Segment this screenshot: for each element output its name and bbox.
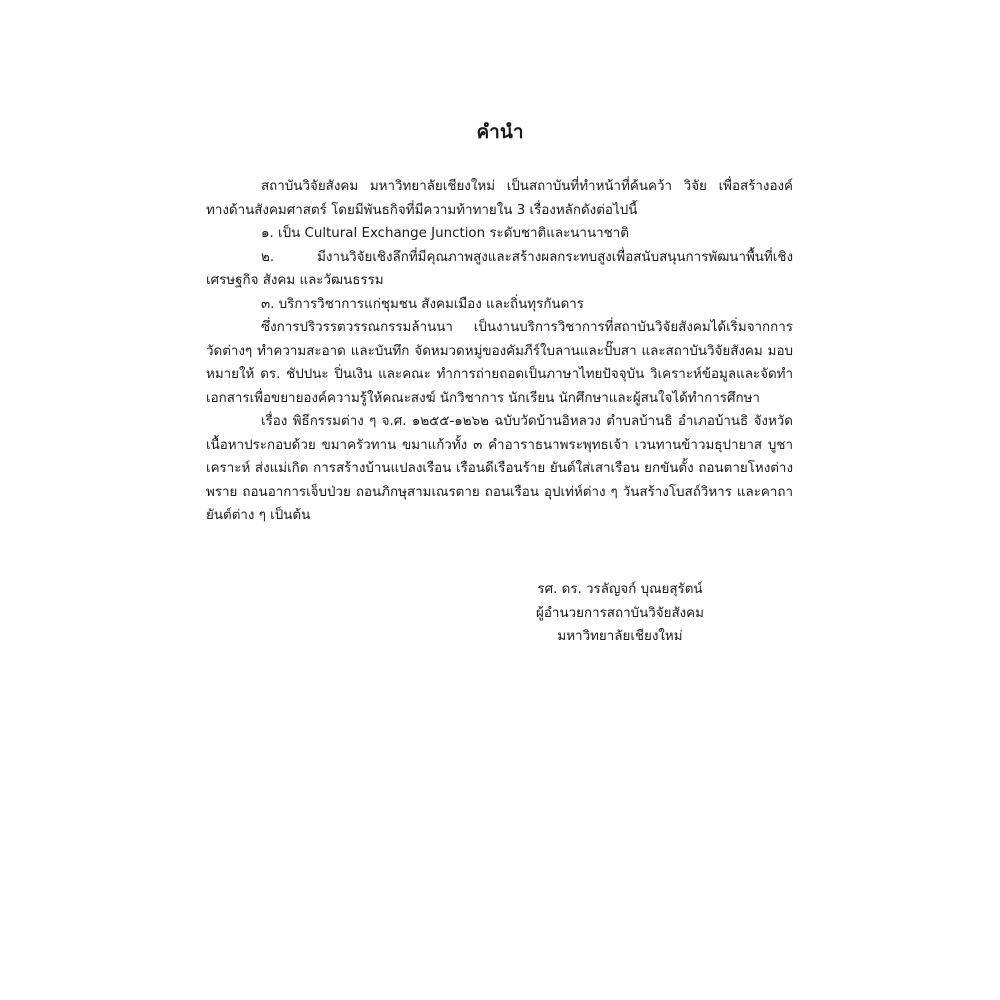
signature-block: [510, 578, 730, 649]
paragraph-2-line-1: ซึ่งการปริวรรตวรรณกรรมล้านนา เป็นงานบริการวิชาการที่สถาบันวิจัยสังคมได้เริ่มจากการ: [261, 320, 793, 335]
signatory-position: ผู้อำนวยการสถาบันวิจัยสังคม: [536, 605, 704, 621]
paragraph-3-line-3: เคราะห์ ส่งแม่เกิด การสร้างบ้านแปลงเรือน เรือนดีเรือนร้าย ยันต์ใส่เสาเรือน ยกขันตั้ง ถอนตายโหงต่าง: [206, 461, 793, 476]
page-title: คำนำ: [476, 121, 524, 143]
paragraph-3-line-5: ยันต์ต่าง ๆ เป็นต้น: [206, 508, 311, 523]
paragraph-3-line-2: เนื้อหาประกอบด้วย ขมาครัวทาน ขมาแก้วทั้ง ๓ คำอาราธนาพระพุทธเจ้า เวนทานข้าวมธุปายาส บูชา: [206, 437, 793, 453]
paragraph-2-line-3: หมายให้ ดร. ชัปปนะ ปิ่นเงิน และคณะ ทำการถ่ายถอดเป็นภาษาไทยปัจจุบัน วิเคราะห์ข้อมูลและจัดทำ: [206, 367, 793, 382]
mission-item-2-line-1: ๒. มีงานวิจัยเชิงลึกที่มีคุณภาพสูงและสร้างผลกระทบสูงเพื่อสนับสนุนการพัฒนาพื้นที่เชิง: [261, 249, 793, 265]
paragraph-2-line-2: วัดต่างๆ ทำความสะอาด และบันทึก จัดหมวดหมู่ของคัมภีร์ใบลานและปั๊บสา และสถาบันวิจัยสังคม มอบ: [206, 343, 793, 359]
foreword-body: [206, 175, 793, 528]
paragraph-1-line-2: ทางด้านสังคมศาสตร์ โดยมีพันธกิจที่มีความท้าทายใน 3 เรื่องหลักดังต่อไปนี้: [206, 202, 638, 218]
mission-item-2-line-2: เศรษฐกิจ สังคม และวัฒนธรรม: [206, 273, 384, 288]
signatory-organization: มหาวิทยาลัยเชียงใหม่: [557, 629, 683, 644]
paragraph-2-line-4: เอกสารเพื่อขยายองค์ความรู้ให้คณะสงฆ์ นักวิชาการ นักเรียน นักศึกษาและผู้สนใจได้ทำการศึกษา: [206, 390, 760, 406]
mission-item-3: ๓. บริการวิชาการแก่ชุมชน สังคมเมือง และถิ่นทุรกันดาร: [261, 296, 584, 312]
paragraph-1-line-1: สถาบันวิจัยสังคม มหาวิทยาลัยเชียงใหม่ เป็นสถาบันที่ทำหน้าที่ค้นคว้า วิจัย เพื่อสร้างองค์: [261, 179, 793, 194]
signatory-name: รศ. ดร. วรลัญจก์ บุณยสุรัตน์: [537, 582, 703, 597]
paragraph-3-line-1: เรื่อง พิธีกรรมต่าง ๆ จ.ศ. ๑๒๕๕-๑๒๖๒ ฉบับวัดบ้านอิหลวง ตำบลบ้านธิ อำเภอบ้านธิ จังหวัด: [261, 414, 793, 429]
mission-item-1: ๑. เป็น Cultural Exchange Junction ระดับชาติและนานาชาติ: [261, 226, 629, 241]
paragraph-3-line-4: พราย ถอนอาการเจ็บป่วย ถอนภิกษุสามเณรตาย ถอนเรือน อุปเท่ห์ต่าง ๆ วันสร้างโบสถ์วิหาร และคาถา: [206, 484, 793, 500]
